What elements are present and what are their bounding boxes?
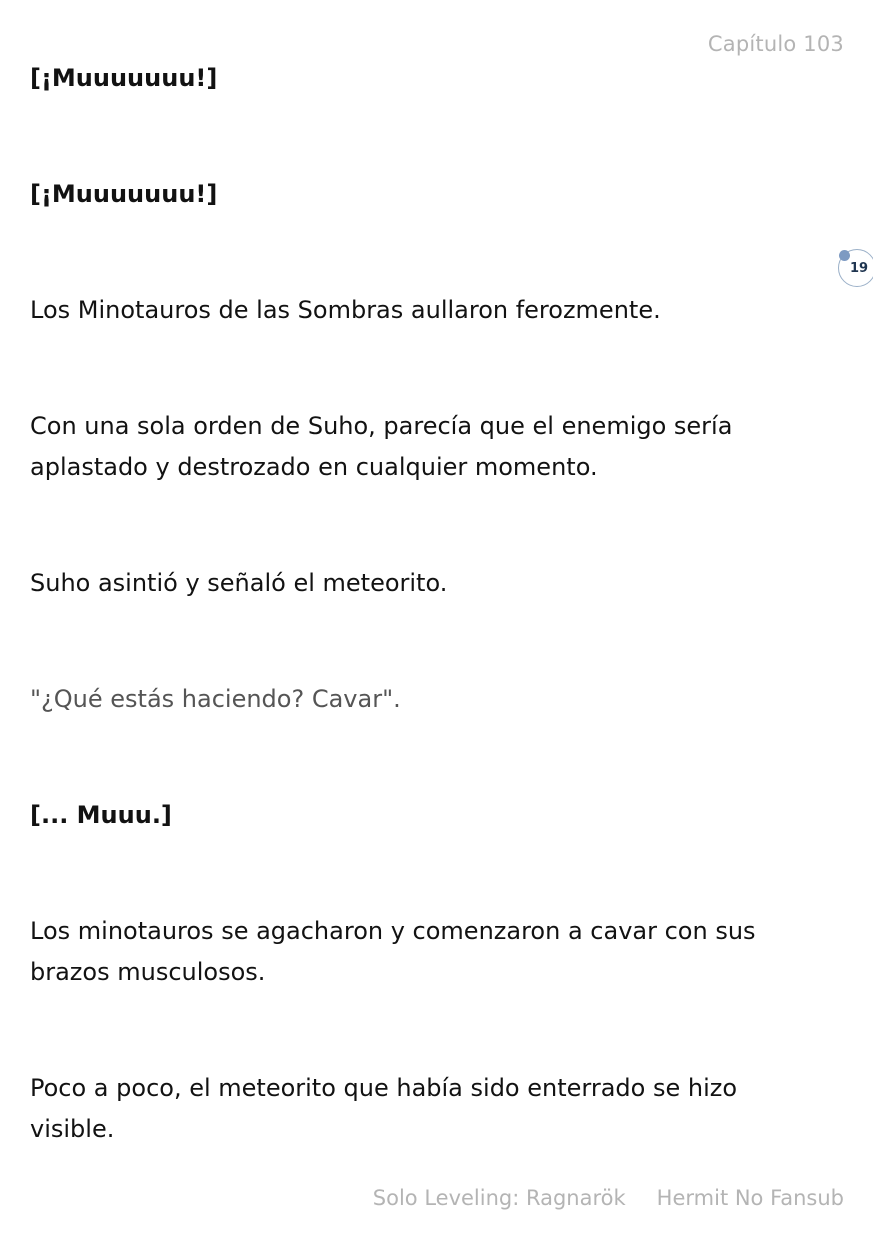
page-footer <box>373 1186 844 1210</box>
paragraph: Con una sola orden de Suho, parecía que el enemigo sería aplastado y destrozado en cualquier momento. <box>30 412 733 481</box>
paragraph: Poco a poco, el meteorito que había sido enterrado se hizo visible. <box>30 1074 738 1143</box>
paragraph: Los minotauros se agacharon y comenzaron a cavar con sus brazos musculosos. <box>30 917 756 986</box>
paragraph: Suho asintió y señaló el meteorito. <box>30 569 448 597</box>
paragraph: [... Muuu.] <box>30 801 172 829</box>
chapter-text <box>30 58 820 1225</box>
paragraph: [¡Muuuuuuu!] <box>30 64 218 92</box>
book-title: Solo Leveling: Ragnarök <box>372 1186 626 1210</box>
page-number-badge[interactable] <box>838 249 873 287</box>
paragraph: Los Minotauros de las Sombras aullaron ferozmente. <box>30 296 661 324</box>
translator-credit: Hermit No Fansub <box>656 1186 844 1210</box>
paragraph: [¡Muuuuuuu!] <box>30 180 218 208</box>
page-number: 19 <box>849 260 869 276</box>
bookmark-dot-icon <box>839 250 850 261</box>
chapter-label: Capítulo 103 <box>707 32 844 56</box>
paragraph-quote: "¿Qué estás haciendo? Cavar". <box>30 685 401 713</box>
